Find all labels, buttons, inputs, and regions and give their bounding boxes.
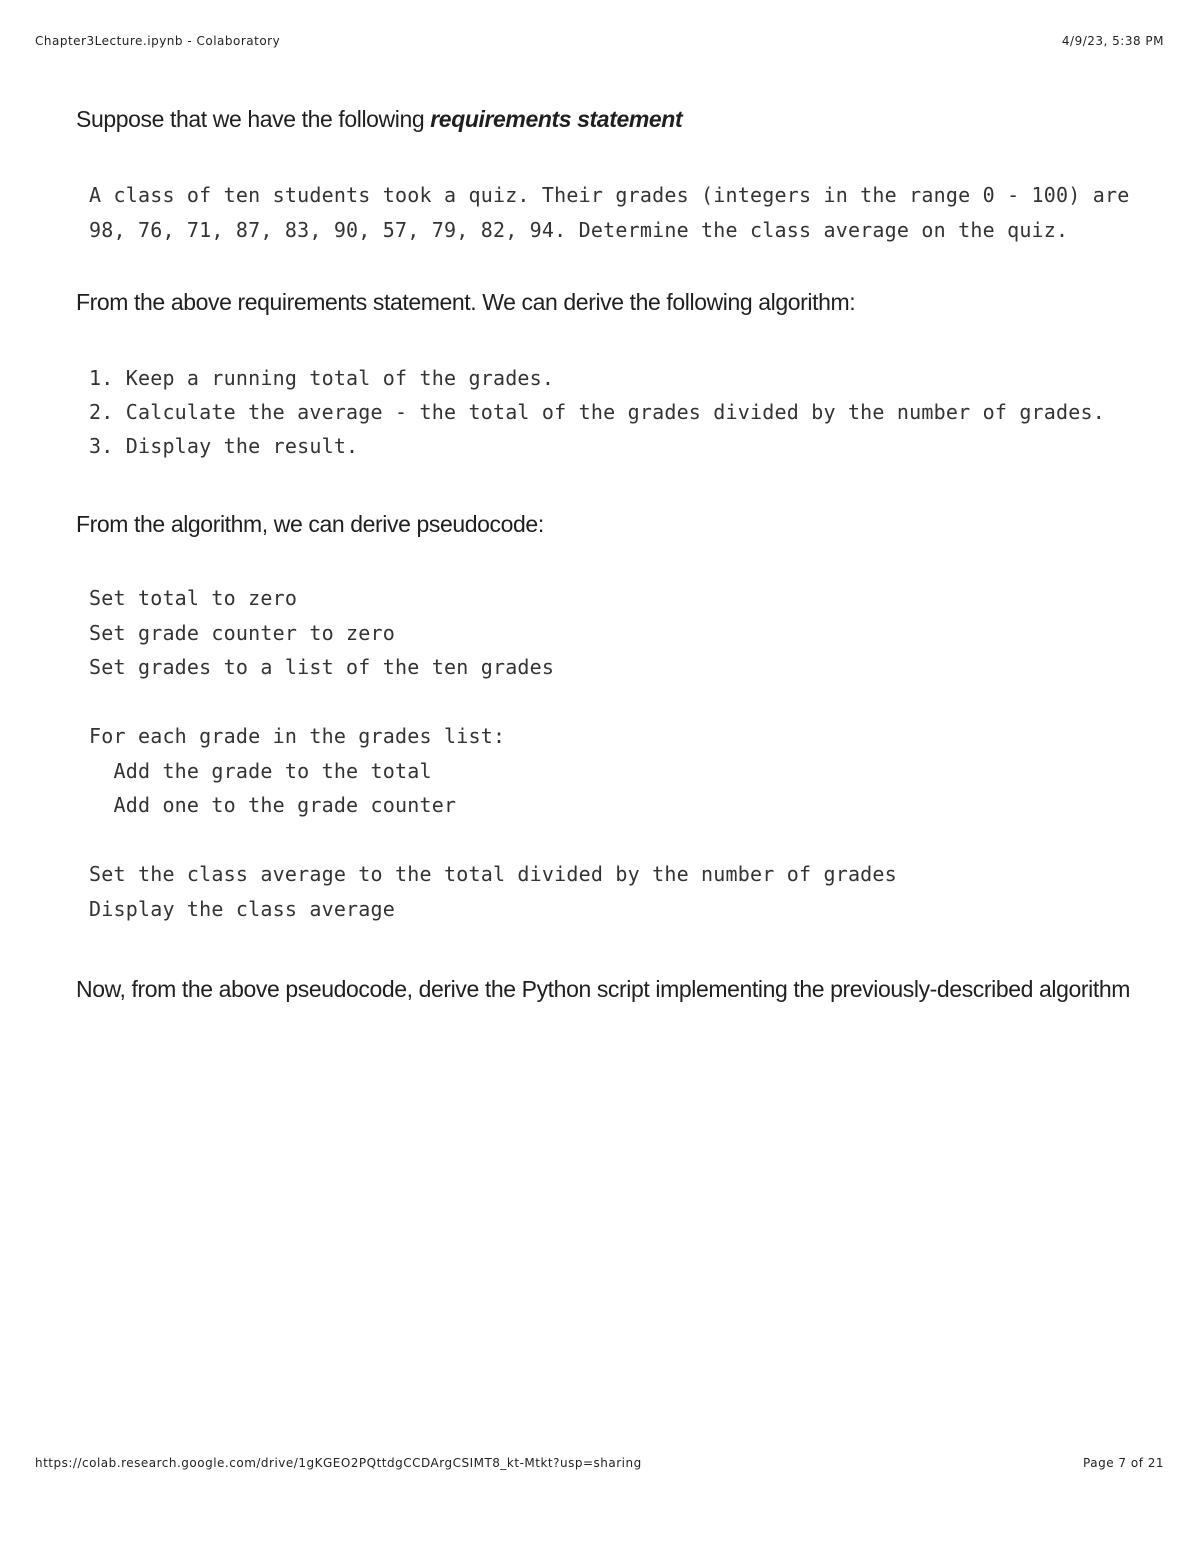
requirements-line: A class of ten students took a quiz. Their grades (integers in the range 0 - 100) are (89, 183, 1130, 207)
pseudocode-line: Set the class average to the total divided by the number of grades (89, 862, 897, 886)
page-number: Page 7 of 21 (1083, 1456, 1164, 1470)
pseudocode-line (89, 685, 1146, 720)
algorithm-list (76, 361, 1146, 463)
pseudocode-line: Display the class average (89, 896, 396, 921)
print-footer (35, 1456, 1164, 1470)
pseudocode-line: Add the grade to the total (89, 758, 432, 783)
pseudocode-line: For each grade in the grades list: (89, 724, 506, 748)
closing-paragraph: Now, from the above pseudocode, derive the Python script implementing the previously-described algorithm (76, 976, 1131, 1002)
pseudocode-intro: From the algorithm, we can derive pseudocode: (76, 511, 544, 537)
requirements-block (76, 178, 1146, 247)
document-title: Chapter3Lecture.ipynb - Colaboratory (35, 34, 281, 48)
notebook-content (76, 100, 1146, 1008)
pseudocode-line: Set total to zero (89, 586, 298, 610)
pseudocode-line: Add one to the grade counter (89, 793, 457, 817)
algorithm-step: 1. Keep a running total of the grades. (89, 366, 555, 390)
page-url: https://colab.research.google.com/drive/1gKGEO2PQttdgCCDArgCSIMT8_kt-Mtkt?usp=sharing (35, 1456, 642, 1470)
print-header (35, 34, 1164, 48)
pseudocode-line: Set grades to a list of the ten grades (89, 655, 555, 679)
requirements-line: 98, 76, 71, 87, 83, 90, 57, 79, 82, 94. Determine the class average on the quiz. (89, 217, 1069, 242)
print-datetime: 4/9/23, 5:38 PM (1061, 34, 1164, 48)
algorithm-intro: From the above requirements statement. We can derive the following algorithm: (76, 289, 856, 315)
intro-paragraph (76, 100, 1146, 138)
algorithm-step: 3. Display the result. (89, 434, 359, 458)
pseudocode-line (89, 823, 1146, 858)
pseudocode-block (76, 581, 1146, 926)
pseudocode-line: Set grade counter to zero (89, 620, 396, 645)
algorithm-step: 2. Calculate the average - the total of the grades divided by the number of grades. (89, 400, 1106, 424)
intro-text: Suppose that we have the following (76, 106, 431, 132)
intro-emphasis: requirements statement (430, 106, 683, 132)
